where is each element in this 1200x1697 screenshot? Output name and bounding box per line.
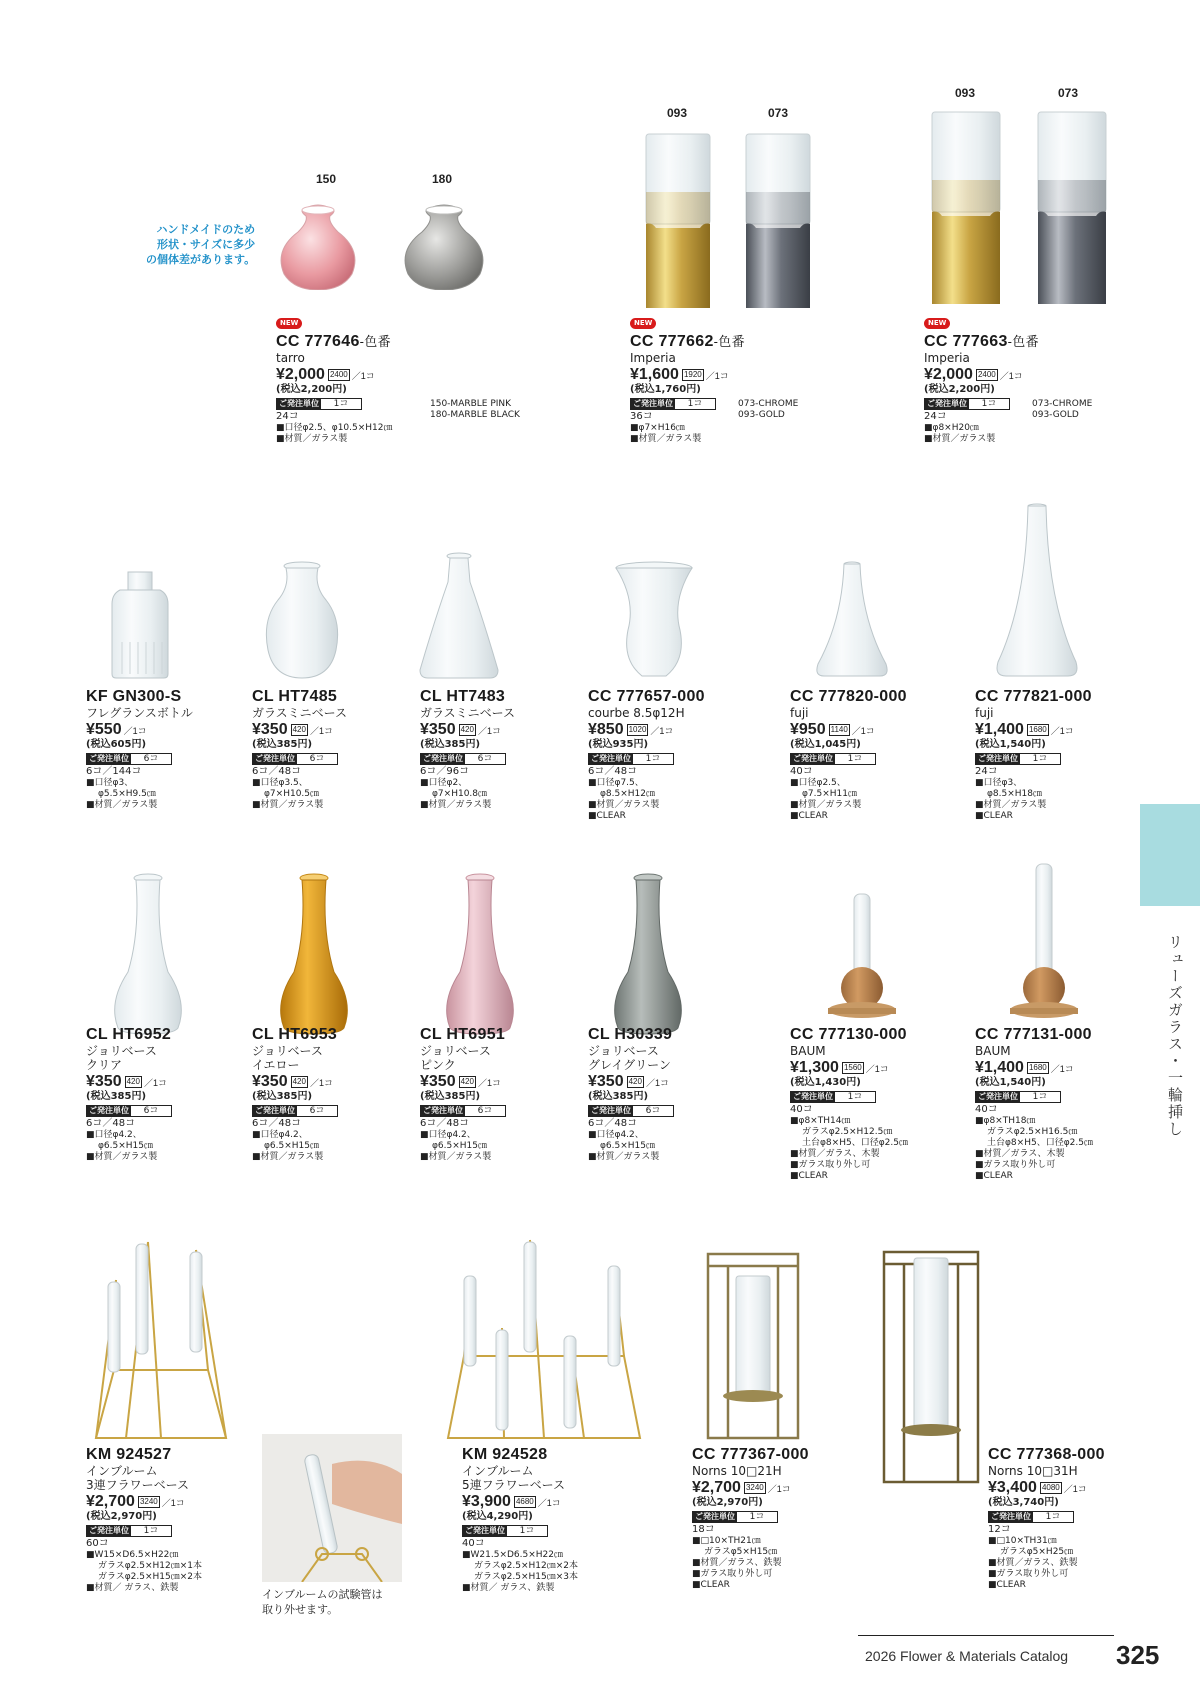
price: ¥350 420 ／1コ [588,1073,669,1090]
spec-line: φ8.5×H12㎝ [600,789,656,799]
spec-line: ■材質／ガラス製 [276,434,348,444]
spec-line: ■材質／ガラス製 [420,800,492,810]
jolie-greygreen-vase-image [608,872,688,1036]
product-block [252,688,347,811]
spec-line: ■材質／ ガラス、鉄製 [462,1583,555,1593]
product-code: CC 777820-000 [790,688,907,705]
price-box: 1680 [1028,725,1047,734]
spec-line: ■口径φ2、 [420,778,468,788]
pack-qty: 6コ／48コ [86,1118,136,1129]
spec-line: φ6.5×H15㎝ [600,1141,656,1151]
pack-qty: 6コ／48コ [588,1118,638,1129]
tax-price: (税込4,290円) [462,1511,533,1522]
price: ¥350 420 ／1コ [420,721,501,738]
spec-line: φ6.5×H15㎝ [264,1141,320,1151]
pack-qty: 6コ／144コ [86,766,142,777]
imperia-tall-gold-vase-image [928,110,1004,306]
product-name: フレグランスボトル [86,706,193,720]
order-unit: ご発注単位 6コ [86,753,172,765]
spec-line: φ7.5×H11㎝ [802,789,858,799]
tax-price: (税込1,540円) [975,1077,1046,1088]
order-unit: ご発注単位 1コ [630,398,716,410]
price-box: 1560 [843,1063,862,1072]
price: ¥350 420 ／1コ [86,1073,167,1090]
tax-price: (税込1,430円) [790,1077,861,1088]
spec-line: ■φ8×H20㎝ [924,423,979,433]
price-box: 4080 [1041,1483,1060,1492]
order-unit: ご発注単位 1コ [692,1511,778,1523]
price: ¥2,700 3240 ／1コ [692,1479,791,1496]
price-box: 2400 [977,370,996,379]
product-block [975,1026,1093,1182]
spec-line: ■W15×D6.5×H22㎝ [86,1550,179,1560]
product-code: CC 777821-000 [975,688,1092,705]
pack-qty: 40コ [975,1104,998,1115]
spec-line: ■材質／ガラス製 [252,800,324,810]
product-block [276,310,393,445]
price: ¥2,000 2400 ／1コ [276,366,375,383]
price: ¥1,400 1680 ／1コ [975,1059,1074,1076]
spec-line: ガラスφ2.5×H15㎝×3本 [474,1572,579,1582]
spec-line: ■材質／ガラス製 [790,800,862,810]
color-variants [1032,399,1092,421]
spec-line: ■材質／ガラス製 [420,1152,492,1162]
spec-line: ■材質／ガラス、木製 [975,1149,1065,1159]
price-box: 420 [292,1077,306,1086]
product-block [924,310,1039,445]
product-name: グレイグリーン [588,1058,671,1072]
color-variant: 150-MARBLE PINK [430,399,512,409]
new-badge: NEW [276,318,302,329]
product-block [86,1446,202,1594]
spec-line: ■CLEAR [975,1171,1013,1181]
spec-line: ■φ8×TH18㎝ [975,1116,1036,1126]
product-block [790,688,907,822]
pack-qty: 6コ／96コ [420,766,470,777]
spec-line: ■ガラス取り外し可 [975,1160,1056,1170]
new-badge: NEW [630,318,656,329]
price: ¥1,300 1560 ／1コ [790,1059,889,1076]
product-code: CL HT6951 [420,1026,506,1043]
color-label-093: 093 [667,106,688,120]
order-unit: ご発注単位 6コ [86,1105,172,1117]
product-block [252,1026,338,1163]
spec-line: ■CLEAR [988,1580,1026,1590]
pack-qty: 36コ [630,411,653,422]
spec-line: φ7×H10.8㎝ [432,789,488,799]
product-block [588,688,705,822]
order-unit: ご発注単位 6コ [420,1105,506,1117]
order-unit: ご発注単位 1コ [790,753,876,765]
spec-line: ■口径φ3、 [86,778,134,788]
jolie-pink-vase-image [440,872,520,1036]
pack-qty: 24コ [924,411,947,422]
price: ¥350 420 ／1コ [420,1073,501,1090]
color-variant: 073-CHROME [738,399,799,409]
price: ¥850 1020 ／1コ [588,721,674,738]
spec-line: ガラスφ2.5×H12.5㎝ [802,1127,893,1137]
tube-note: インブルームの試験管は 取り外せます。 [262,1588,383,1616]
spec-line: ■材質／ガラス製 [588,1152,660,1162]
spec-line: ■CLEAR [975,811,1013,821]
glass-mini-vase-7483-image [414,552,504,680]
spec-line: ■口径φ2.5、 [790,778,846,788]
tarro-pink-vase-image [268,200,368,290]
price-box: 4680 [515,1497,534,1506]
jolie-yellow-vase-image [274,872,354,1036]
spec-line: ■口径φ4.2、 [252,1130,308,1140]
product-block [588,1026,674,1163]
product-block [86,688,193,811]
spec-line: ■口径φ3、 [975,778,1023,788]
spec-line: ガラスφ2.5×H15㎝×2本 [98,1572,203,1582]
tax-price: (税込935円) [588,739,649,750]
product-code: CL HT6952 [86,1026,172,1043]
spec-line: ■材質／ガラス製 [588,800,660,810]
product-code: CL H30339 [588,1026,673,1043]
price-box: 3240 [139,1497,158,1506]
order-unit: ご発注単位 1コ [790,1091,876,1103]
product-name: BAUM [975,1044,1011,1058]
page-number: 325 [1116,1640,1160,1670]
product-block [692,1446,809,1591]
spec-line: φ5.5×H9.5㎝ [98,789,156,799]
spec-line: ■材質／ガラス、木製 [790,1149,880,1159]
glass-mini-vase-7485-image [260,560,344,680]
price: ¥1,400 1680 ／1コ [975,721,1074,738]
order-unit: ご発注単位 6コ [420,753,506,765]
product-block [462,1446,578,1594]
order-unit: ご発注単位 1コ [588,753,674,765]
spec-line: ガラスφ5×H15㎝ [704,1547,778,1557]
imperia-chrome-vase-image [742,132,814,310]
price-box: 1020 [628,725,647,734]
spec-line: ■CLEAR [790,811,828,821]
product-name: ガラスミニベース [420,706,516,720]
price-box: 2400 [329,370,348,379]
norns-21h-vase-image [700,1252,806,1442]
spec-line: ■材質／ガラス製 [630,434,702,444]
spec-line: ガラスφ5×H25㎝ [1000,1547,1074,1557]
new-badge: NEW [924,318,950,329]
pack-qty: 6コ／48コ [252,1118,302,1129]
spec-line: ■ガラス取り外し可 [692,1569,773,1579]
inbloom-tube-photo [262,1434,402,1582]
product-name: 3連フラワーベース [86,1478,190,1492]
spec-line: ■口径φ4.2、 [86,1130,142,1140]
color-variants [738,399,798,421]
spec-line: ■ガラス取り外し可 [988,1569,1069,1579]
pack-qty: 24コ [276,411,299,422]
spec-line: ガラスφ2.5×H12㎝×2本 [474,1561,579,1571]
handmade-note: ハンドメイドのため 形状・サイズに多少 の個体差があります。 [146,223,256,266]
product-block [420,1026,506,1163]
tax-price: (税込2,970円) [86,1511,157,1522]
product-name: インブルーム [86,1464,158,1478]
tax-price: (税込385円) [420,739,481,750]
product-name: fuji [975,706,994,720]
spec-line: ■材質／ガラス製 [924,434,996,444]
product-code: KM 924528 [462,1446,548,1463]
spec-line: 土台φ8×H5、口径φ2.5㎝ [802,1138,908,1148]
product-block [790,1026,908,1182]
product-code: CL HT6953 [252,1026,338,1043]
imperia-tall-chrome-vase-image [1034,110,1110,306]
pack-qty: 18コ [692,1524,715,1535]
product-name: Imperia [924,351,970,365]
spec-line: ■口径φ3.5、 [252,778,308,788]
spec-line: ■W21.5×D6.5×H22㎝ [462,1550,563,1560]
product-name: Norns 10□31H [988,1464,1078,1478]
price-box: 3240 [745,1483,764,1492]
color-label-073b: 073 [1058,86,1079,100]
pack-qty: 12コ [988,1524,1011,1535]
pack-qty: 60コ [86,1538,109,1549]
product-code: CC 777663-色番 [924,333,1039,350]
inbloom-5-vase-image [444,1236,644,1440]
order-unit: ご発注単位 1コ [462,1525,548,1537]
tax-price: (税込1,045円) [790,739,861,750]
spec-line: φ7×H10.5㎝ [264,789,320,799]
color-label-180: 180 [432,172,453,186]
price: ¥3,400 4080 ／1コ [988,1479,1087,1496]
color-label-150: 150 [316,172,337,186]
tax-price: (税込1,760円) [630,384,701,395]
price: ¥1,600 1920 ／1コ [630,366,729,383]
product-name: イエロー [252,1058,300,1072]
spec-line: ■CLEAR [790,1171,828,1181]
spec-line: ■材質／ガラス、鉄製 [988,1558,1078,1568]
product-name: ジョリベース [252,1044,323,1058]
price: ¥950 1140 ／1コ [790,721,875,738]
footer-rule [858,1635,1114,1636]
product-name: クリア [86,1058,123,1072]
color-variant: 093-GOLD [738,410,785,420]
order-unit: ご発注単位 6コ [588,1105,674,1117]
product-code: KM 924527 [86,1446,172,1463]
tax-price: (税込385円) [86,1091,147,1102]
product-name: fuji [790,706,809,720]
product-block [630,310,745,445]
spec-line: ■ガラス取り外し可 [790,1160,871,1170]
product-code: CC 777130-000 [790,1026,907,1043]
footer-title: 2026 Flower & Materials Catalog [865,1648,1069,1664]
product-code: CL HT7483 [420,688,506,705]
spec-line: ガラスφ2.5×H16.5㎝ [987,1127,1078,1137]
spec-line: ■材質／ガラス製 [975,800,1047,810]
spec-line: ■□10×TH21㎝ [692,1536,761,1546]
side-tab-label: リューズガラス・一輪挿し [1166,934,1184,1138]
courbe-vase-image [606,560,702,680]
price: ¥3,900 4680 ／1コ [462,1493,561,1510]
order-unit: ご発注単位 1コ [924,398,1010,410]
price: ¥2,000 2400 ／1コ [924,366,1023,383]
product-name: ピンク [420,1058,456,1072]
price: ¥550 ／1コ [86,721,147,738]
norns-31h-vase-image [876,1250,986,1484]
tax-price: (税込1,540円) [975,739,1046,750]
price-box: 420 [460,1077,474,1086]
pack-qty: 6コ／48コ [588,766,638,777]
fragrance-bottle-image [102,570,178,680]
inbloom-3-vase-image [86,1240,236,1440]
spec-line: φ6.5×H15㎝ [98,1141,154,1151]
product-code: CC 777368-000 [988,1446,1105,1463]
product-code: CC 777662-色番 [630,333,745,350]
spec-line: ■材質／ガラス製 [86,800,158,810]
imperia-gold-vase-image [642,132,714,310]
spec-line: φ6.5×H15㎝ [432,1141,488,1151]
product-name: Imperia [630,351,676,365]
order-unit: ご発注単位 1コ [975,753,1061,765]
pack-qty: 24コ [975,766,998,777]
pack-qty: 40コ [790,1104,813,1115]
tax-price: (税込2,200円) [276,384,347,395]
spec-line: ■材質／ ガラス、鉄製 [86,1583,179,1593]
spec-line: ■材質／ガラス製 [252,1152,324,1162]
order-unit: ご発注単位 1コ [86,1525,172,1537]
price: ¥350 420 ／1コ [252,1073,333,1090]
pack-qty: 40コ [790,766,813,777]
pack-qty: 6コ／48コ [252,766,302,777]
spec-line: ■CLEAR [588,811,626,821]
tax-price: (税込2,200円) [924,384,995,395]
product-name: インブルーム [462,1464,534,1478]
fuji-tall-vase-image [990,502,1084,680]
order-unit: ご発注単位 6コ [252,1105,338,1117]
color-variant: 093-GOLD [1032,410,1079,420]
product-block [86,1026,172,1163]
spec-line: ■口径φ2.5、φ10.5×H12㎝ [276,423,393,433]
fuji-small-vase-image [810,560,894,680]
product-code: KF GN300-S [86,688,182,705]
order-unit: ご発注単位 6コ [252,753,338,765]
side-tab [1140,804,1200,906]
tarro-black-vase-image [394,200,494,290]
spec-line: ■CLEAR [692,1580,730,1590]
product-name: BAUM [790,1044,826,1058]
spec-line: φ8.5×H18㎝ [987,789,1043,799]
product-code: CC 777646-色番 [276,333,391,350]
price-box: 420 [126,1077,140,1086]
product-code: CC 777131-000 [975,1026,1092,1043]
color-variant: 180-MARBLE BLACK [430,410,520,420]
color-variants [430,399,520,421]
price-box: 420 [292,725,306,734]
color-label-093b: 093 [955,86,976,100]
product-name: tarro [276,351,305,365]
color-variant: 073-CHROME [1032,399,1093,409]
order-unit: ご発注単位 1コ [988,1511,1074,1523]
price-box: 420 [460,725,474,734]
order-unit: ご発注単位 1コ [276,398,362,410]
spec-line: ■材質／ガラス、鉄製 [692,1558,782,1568]
jolie-clear-vase-image [108,872,188,1036]
product-code: CL HT7485 [252,688,338,705]
spec-line: ガラスφ2.5×H12㎝×1本 [98,1561,203,1571]
tax-price: (税込385円) [252,739,313,750]
tax-price: (税込605円) [86,739,147,750]
tax-price: (税込385円) [588,1091,649,1102]
tax-price: (税込3,740円) [988,1497,1059,1508]
spec-line: ■材質／ガラス製 [86,1152,158,1162]
price-box: 1920 [683,370,702,379]
spec-line: 土台φ8×H5、口径φ2.5㎝ [987,1138,1093,1148]
price: ¥350 420 ／1コ [252,721,333,738]
product-block [420,688,515,811]
spec-line: ■□10×TH31㎝ [988,1536,1057,1546]
baum-tall-vase-image [1004,862,1084,1022]
tax-price: (税込385円) [420,1091,481,1102]
product-code: CC 777367-000 [692,1446,809,1463]
product-name: ガラスミニベース [252,706,348,720]
pack-qty: 40コ [462,1538,485,1549]
price-box: 1680 [1028,1063,1047,1072]
price-box: 1140 [830,725,848,734]
baum-small-vase-image [822,892,902,1022]
order-unit: ご発注単位 1コ [975,1091,1061,1103]
product-name: courbe 8.5φ12H [588,706,685,720]
price-box: 420 [628,1077,642,1086]
product-block [975,688,1092,822]
product-name: 5連フラワーベース [462,1478,566,1492]
spec-line: ■φ7×H16㎝ [630,423,685,433]
product-name: ジョリベース [420,1044,491,1058]
spec-line: ■口径φ7.5、 [588,778,644,788]
spec-line: ■口径φ4.2、 [420,1130,476,1140]
price: ¥2,700 3240 ／1コ [86,1493,185,1510]
product-name: ジョリベース [588,1044,659,1058]
spec-line: ■口径φ4.2、 [588,1130,644,1140]
tax-price: (税込385円) [252,1091,313,1102]
product-name: ジョリベース [86,1044,157,1058]
product-name: Norns 10□21H [692,1464,782,1478]
product-block [988,1446,1105,1591]
color-label-073: 073 [768,106,789,120]
product-code: CC 777657-000 [588,688,705,705]
tax-price: (税込2,970円) [692,1497,763,1508]
spec-line: ■φ8×TH14㎝ [790,1116,851,1126]
pack-qty: 6コ／48コ [420,1118,470,1129]
